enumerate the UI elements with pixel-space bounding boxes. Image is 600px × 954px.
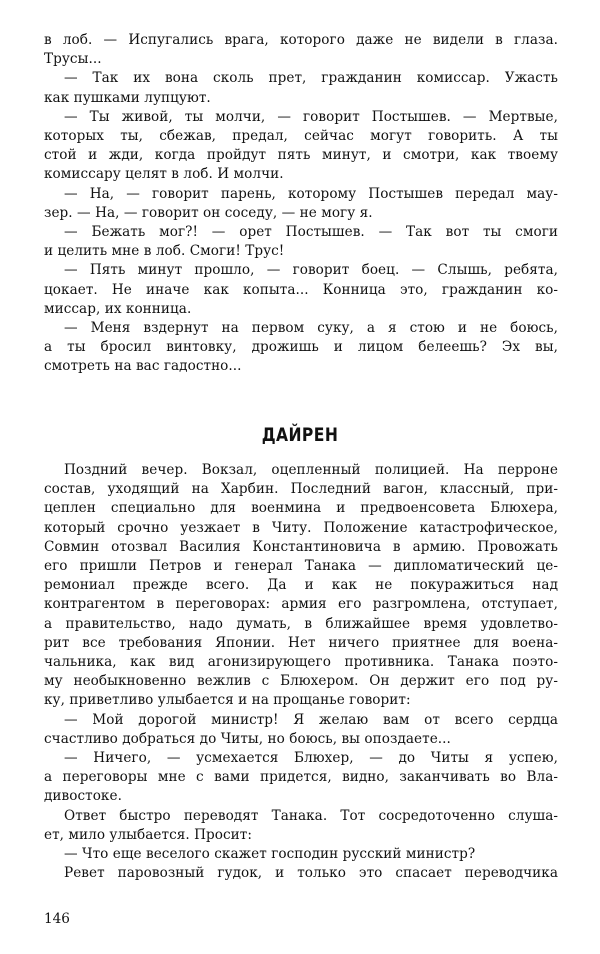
text-line: чальника, как вид агонизирующего противника. Танака поэто- [44, 654, 558, 671]
text-line: ремониал прежде всего. Да и как не покуражиться над [44, 577, 558, 594]
text-line: Поздний вечер. Вокзал, оцепленный полицией. На перроне [64, 462, 558, 478]
text-line: Ответ быстро переводят Танака. Тот сосредоточенно слуша- [64, 807, 558, 824]
text-line: дивостоке. [44, 788, 122, 805]
text-line: рит все требования Японии. Нет ничего приятнее для воена- [44, 634, 558, 651]
text-line: — Что еще веселого скажет господин русский министр? [64, 846, 476, 863]
text-line: — Пять минут прошло, — говорит боец. — Слышь, ребята, [64, 262, 558, 279]
text-line: и целить мне в лоб. Смоги! Трус! [44, 243, 285, 260]
text-line: который срочно уезжает в Читу. Положение катастрофическое, [44, 519, 558, 536]
text-line: Совмин отозвал Василия Константиновича в армию. Провожать [44, 538, 558, 555]
text-line: — Мой дорогой министр! Я желаю вам от всего сердца [64, 711, 558, 728]
text-line: состав, уходящий на Харбин. Последний вагон, классный, при- [44, 481, 558, 498]
text-line: комиссару целят в лоб. И молчи. [44, 166, 284, 183]
chapter-heading: ДАЙРЕН [261, 424, 339, 446]
text-line: а ты бросил винтовку, дрожишь и лицом белеешь? Эх вы, [44, 339, 558, 356]
text-line: ку, приветливо улыбается и на прощанье говорит: [44, 692, 411, 709]
text-line: а переговоры мне с вами придется, видно, заканчивать во Вла- [44, 769, 558, 786]
text-line: ет, мило улыбается. Просит: [44, 826, 252, 843]
text-line: цеплен специально для военмина и предвоенсовета Блюхера, [44, 500, 558, 517]
text-block-bottom [44, 461, 558, 883]
text-line: в лоб. — Испугались врага, которого даже не видели в глаза. [44, 32, 558, 48]
text-line: его пришли Петров и генерал Танака — дипломатический це- [44, 558, 558, 575]
text-line: Трусы... [44, 51, 102, 68]
text-line: цокает. Не иначе как копыта... Конница это, гражданин ко- [44, 281, 558, 298]
text-line: контрагентом в переговорах: армия его разгромлена, отступает, [44, 596, 558, 613]
text-line: — Так их вона сколь прет, гражданин комиссар. Ужасть [64, 70, 558, 87]
text-line: — Ты живой, ты молчи, — говорит Постышев. — Мертвые, [64, 108, 558, 125]
text-line: — Ничего, — усмехается Блюхер, — до Читы я успею, [64, 750, 558, 767]
text-line: стой и жди, когда пройдут пять минут, и смотри, как твоему [44, 147, 558, 164]
text-block-top [44, 31, 558, 377]
text-line: миссар, их конница. [44, 300, 192, 317]
text-line: счастливо добраться до Читы, но боюсь, вы опоздаете... [44, 730, 451, 747]
text-line: которых ты, сбежав, предал, сейчас могут говорить. А ты [44, 128, 558, 145]
text-line: зер. — На, — говорит он соседу, — не могу я. [44, 204, 373, 221]
text-line: а правительство, надо думать, в ближайшее время удовлетво- [44, 615, 558, 632]
text-line: как пушками лупцуют. [44, 89, 211, 106]
text-line: — Бежать мог?! — орет Постышев. — Так вот ты смоги [64, 224, 558, 241]
text-line: — На, — говорит парень, которому Постышев передал мау- [64, 185, 558, 202]
text-line: — Меня вздернут на первом суку, а я стою и не боюсь, [64, 320, 558, 337]
text-line: смотреть на вас гадостно... [44, 358, 242, 375]
page-number: 146 [44, 911, 70, 927]
text-line: му необыкновенно вежлив с Блюхером. Он держит его под ру- [44, 673, 558, 690]
text-line: Ревет паровозный гудок, и только это спасает переводчика [64, 865, 558, 882]
